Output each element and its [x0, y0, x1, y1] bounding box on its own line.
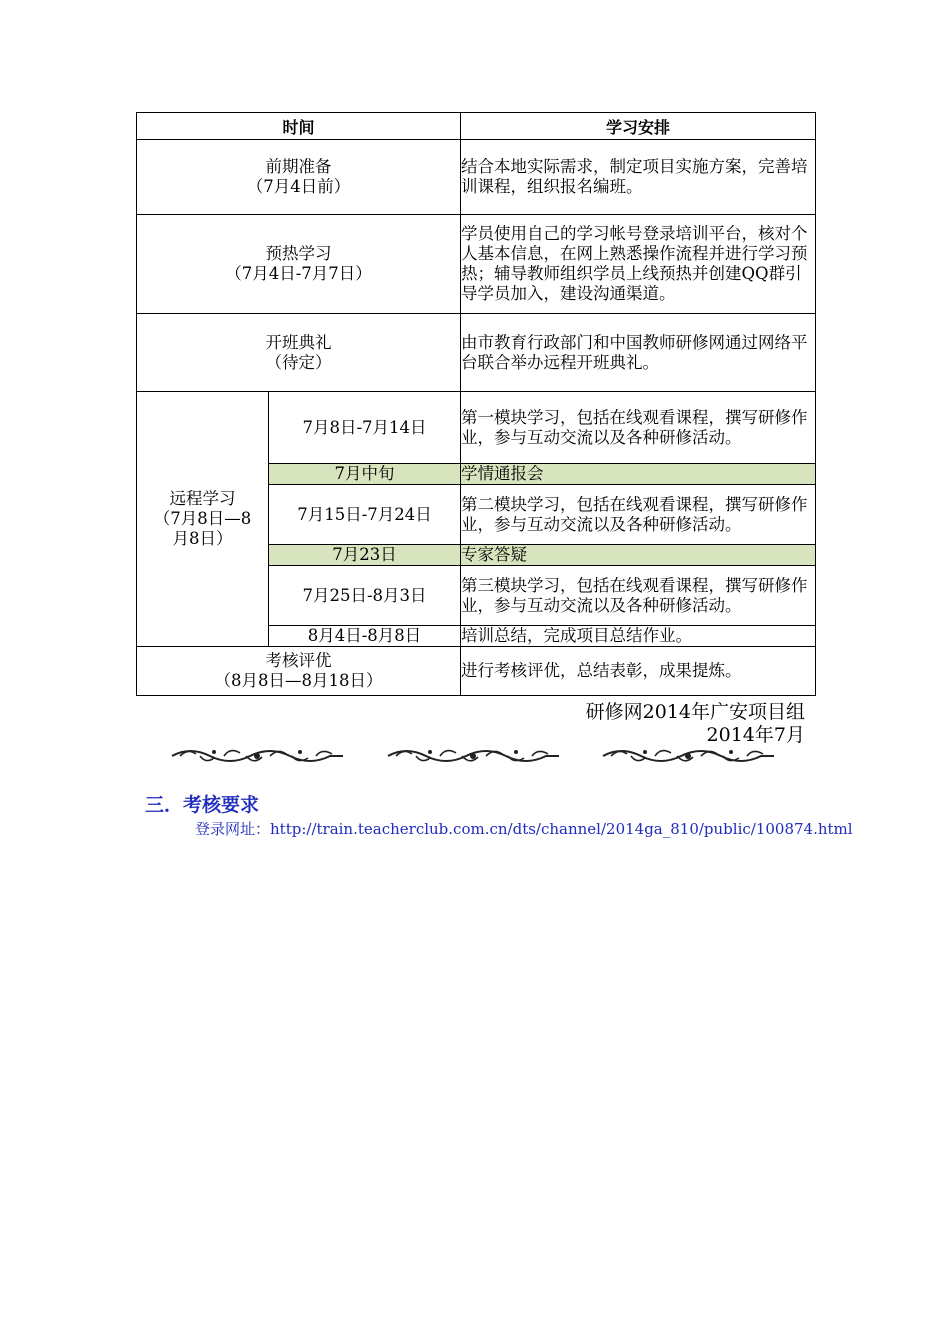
signature-org: 研修网2014年广安项目组 [585, 701, 805, 723]
table-header-row [137, 113, 816, 140]
header-time: 时间 [137, 113, 461, 140]
phase-name: 开班典礼 [265, 332, 332, 352]
arrangement-cell: 学员使用自己的学习帐号登录培训平台，核对个人基本信息，在网上熟悉操作流程并进行学习预热；辅导教师组织学员上线预热并创建QQ群引导学员加入，建设沟通渠道。 [461, 215, 816, 314]
login-line [195, 818, 853, 839]
arrangement-cell: 结合本地实际需求，制定项目实施方案，完善培训课程，组织报名编班。 [461, 140, 816, 215]
phase-date: （7月4日前） [246, 177, 351, 196]
floral-divider-icon [601, 744, 776, 768]
arrangement-cell: 由市教育行政部门和中国教师研修网通过网络平台联合举办远程开班典礼。 [461, 314, 816, 392]
sub-date-cell: 7月8日-7月14日 [269, 392, 461, 464]
table-row [137, 140, 816, 215]
phase-date-cont: 月8日） [172, 529, 233, 548]
table-row [137, 392, 816, 464]
phase-name: 远程学习 [169, 489, 236, 508]
login-label: 登录网址： [195, 820, 271, 838]
sub-date-cell: 7月25日-8月3日 [269, 566, 461, 626]
arrangement-cell: 第二模块学习，包括在线观看课程，撰写研修作业，参与互动交流以及各种研修活动。 [461, 485, 816, 545]
login-url-link[interactable]: http://train.teacherclub.com.cn/dts/channel/2014ga_810/public/100874.html [270, 820, 853, 838]
table-row [137, 647, 816, 696]
arrangement-cell: 第三模块学习，包括在线观看课程，撰写研修作业，参与互动交流以及各种研修活动。 [461, 566, 816, 626]
phase-date: （7月4日-7月7日） [225, 264, 372, 283]
table-row [137, 314, 816, 392]
section-title: 三．考核要求 [145, 794, 260, 816]
phase-name: 前期准备 [265, 157, 332, 176]
arrangement-cell: 进行考核评优，总结表彰，成果提炼。 [461, 647, 816, 696]
arrangement-cell: 第一模块学习，包括在线观看课程，撰写研修作业，参与互动交流以及各种研修活动。 [461, 392, 816, 464]
phase-cell [137, 314, 461, 392]
sub-date-cell: 8月4日-8月8日 [269, 626, 461, 647]
phase-cell [137, 215, 461, 314]
phase-cell [137, 647, 461, 696]
phase-cell [137, 140, 461, 215]
sub-date-cell: 7月15日-7月24日 [269, 485, 461, 545]
phase-name: 预热学习 [265, 244, 332, 263]
arrangement-cell: 学情通报会 [461, 464, 816, 485]
remote-phase-cell [137, 392, 269, 647]
table-row [137, 215, 816, 314]
sub-date-cell: 7月23日 [269, 545, 461, 566]
arrangement-cell: 培训总结，完成项目总结作业。 [461, 626, 816, 647]
phase-date: （7月8日—8 [153, 509, 252, 528]
schedule-table [136, 112, 816, 696]
signature-date: 2014年7月 [706, 724, 805, 746]
phase-date: （待定） [265, 352, 332, 372]
phase-date: （8月8日—8月18日） [214, 671, 383, 690]
arrangement-cell: 专家答疑 [461, 545, 816, 566]
sub-date-cell: 7月中旬 [269, 464, 461, 485]
floral-divider-icon [386, 744, 561, 768]
floral-divider-icon [170, 744, 345, 768]
phase-name: 考核评优 [265, 651, 332, 670]
header-arrangement: 学习安排 [461, 113, 816, 140]
